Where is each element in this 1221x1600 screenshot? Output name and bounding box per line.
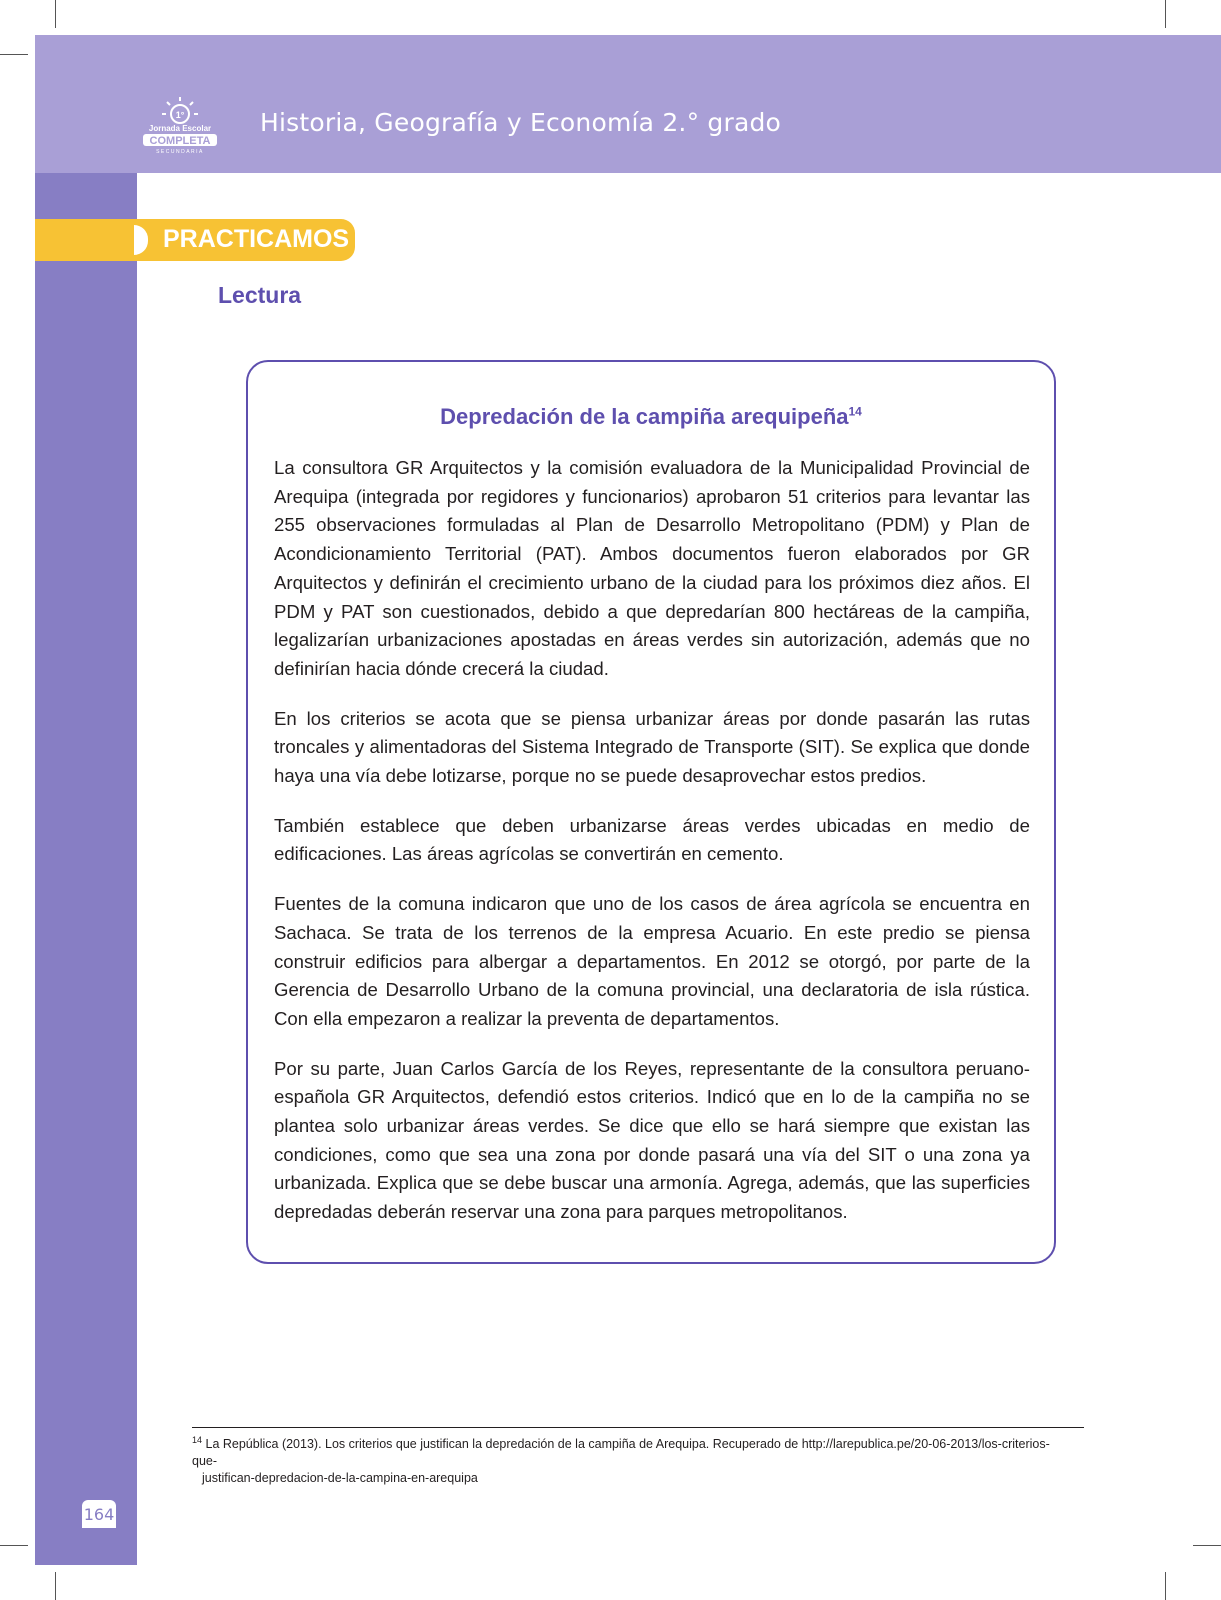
crop-mark xyxy=(1193,1545,1221,1546)
paragraph: También establece que deben urbanizarse áreas verdes ubicadas en medio de edificaciones. Las áreas agrícolas se convertirán en cemento. xyxy=(274,814,1030,865)
crop-mark xyxy=(55,1572,56,1600)
jornada-escolar-logo xyxy=(140,94,220,156)
crop-mark xyxy=(1165,1572,1166,1600)
crop-mark xyxy=(0,1545,28,1546)
footnote-text-line1: La República (2013). Los criterios que justifican la depredación de la campiña de Arequipa. Recuperado de http://larepublica.pe/20-06-2013/los-criterios-que- xyxy=(192,1437,1050,1469)
reading-title-text: Depredación de la campiña arequipeña xyxy=(440,404,849,429)
reading-body xyxy=(274,454,1030,1248)
footnote-divider xyxy=(192,1427,1084,1428)
svg-text:1°: 1° xyxy=(175,110,185,120)
footnote-ref: 14 xyxy=(848,404,862,419)
page-number: 164 xyxy=(82,1500,116,1528)
section-label: PRACTICAMOS xyxy=(163,225,350,253)
logo-line1: Jornada Escolar xyxy=(148,124,212,133)
reading-title xyxy=(248,404,1054,430)
paragraph: En los criterios se acota que se piensa urbanizar áreas por donde pasarán las rutas troncales y alimentadoras del Sistema Integrado de Transporte (SIT). Se explica que donde haya una vía debe lotizarse, porque no se puede desaprovechar estos predios. xyxy=(274,707,1030,787)
reading-box xyxy=(246,360,1056,1264)
logo-line3: SECUNDARIA xyxy=(156,149,204,155)
sidebar-band xyxy=(35,173,137,1565)
paragraph: Por su parte, Juan Carlos García de los Reyes, representante de la consultora peruano-española GR Arquitectos, defendió estos criterios. Indicó que en lo de la campiña no se plantea solo urbanizar áreas verdes. Se dice que ello se hará siempre que existan las condiciones, como que sea una zona por donde pasará una vía del SIT o una zona ya urbanizada. Explica que se debe buscar una armonía. Agrega, además, que las superficies depredadas deberán reservar una zona para parques metropolitanos. xyxy=(274,1057,1030,1223)
footnote-number: 14 xyxy=(192,1435,203,1445)
crop-mark xyxy=(55,0,56,28)
paragraph: La consultora GR Arquitectos y la comisión evaluadora de la Municipalidad Provincial de Arequipa (integrada por regidores y funcionarios) aprobaron 51 criterios para levantar las 255 observaciones formuladas al Plan de Desarrollo Metropolitano (PDM) y Plan de Acondicionamiento Territorial (PAT). Ambos documentos fueron elaborados por GR Arquitectos y definirán el crecimiento urbano de la ciudad para los próximos diez años. El PDM y PAT son cuestionados, debido a que depredarían 800 hectáreas de la campiña, legalizarían urbanizaciones apostadas en áreas verdes sin autorización, además que no definirían hacia dónde crecerá la ciudad. xyxy=(274,457,1030,679)
footnote-text-line2: justifican-depredacion-de-la-campina-en-arequipa xyxy=(202,1471,478,1486)
paragraph: Fuentes de la comuna indicaron que uno de los casos de área agrícola se encuentra en Sachaca. Se trata de los terrenos de la empresa Acuario. En este predio se piensa construir edificios para albergar a departamentos. En 2012 se otorgó, por parte de la Gerencia de Desarrollo Urbano de la comuna provincial, una declaratoria de isla rústica. Con ella empezaron a realizar la preventa de departamentos. xyxy=(274,893,1030,1029)
logo-line2: COMPLETA xyxy=(149,135,211,147)
header-title: Historia, Geografía y Economía 2.° grado xyxy=(260,108,782,137)
crop-mark xyxy=(1165,0,1166,28)
crop-mark xyxy=(0,54,28,55)
footnote xyxy=(192,1432,1072,1487)
section-subtitle: Lectura xyxy=(218,282,302,308)
